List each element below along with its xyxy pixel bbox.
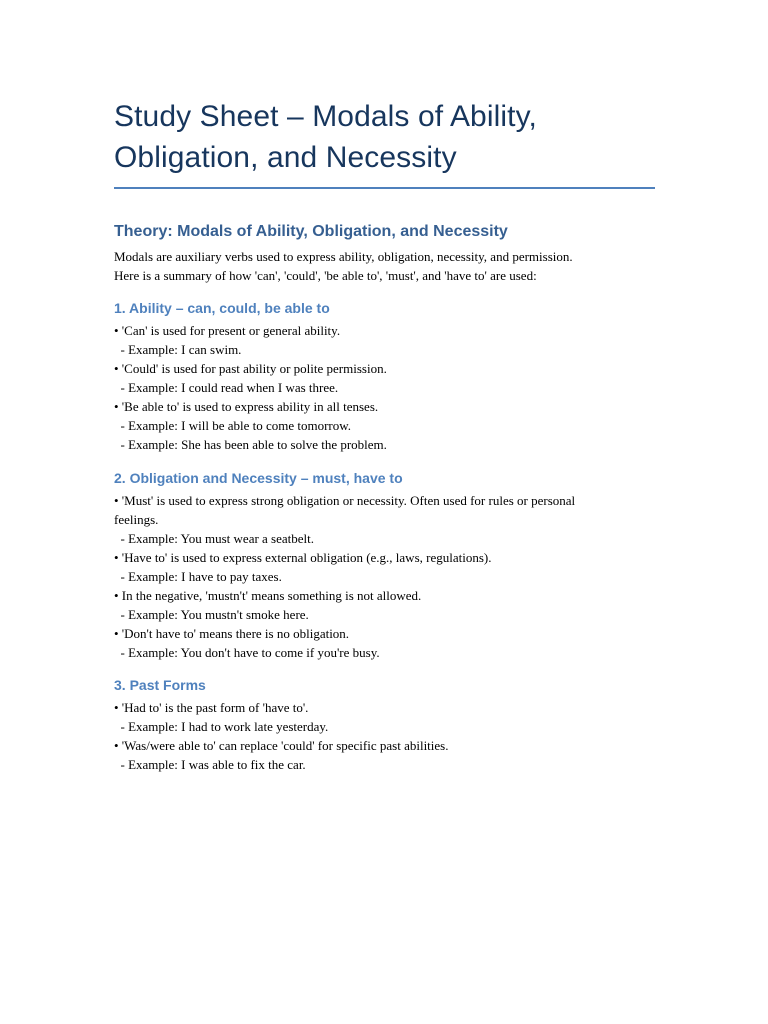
list-item: • 'Must' is used to express strong obligation or necessity. Often used for rules or personal [114, 493, 576, 508]
list-item: • In the negative, 'mustn't' means something is not allowed. [114, 588, 422, 603]
list-item: - Example: I was able to fix the car. [114, 757, 306, 772]
section-list-past-forms [114, 698, 654, 774]
list-item: - Example: I could read when I was three. [114, 380, 339, 395]
section-list-ability [114, 321, 654, 454]
intro-line: Here is a summary of how 'can', 'could', 'be able to', 'must', and 'have to' are used: [114, 268, 537, 283]
list-item: • 'Could' is used for past ability or polite permission. [114, 361, 387, 376]
section-heading-obligation: 2. Obligation and Necessity – must, have to [114, 470, 403, 486]
section-list-obligation [114, 491, 654, 662]
list-item: • 'Was/were able to' can replace 'could' for specific past abilities. [114, 738, 449, 753]
list-item: • 'Be able to' is used to express ability in all tenses. [114, 399, 379, 414]
list-item: - Example: You mustn't smoke here. [114, 607, 309, 622]
list-item: - Example: I had to work late yesterday. [114, 719, 329, 734]
list-item: - Example: I will be able to come tomorrow. [114, 418, 352, 433]
list-item: - Example: You must wear a seatbelt. [114, 531, 315, 546]
title-line: Study Sheet – Modals of Ability, [114, 100, 537, 133]
list-item: - Example: I can swim. [114, 342, 242, 357]
document-title [114, 0, 654, 178]
intro-paragraph [114, 247, 654, 285]
title-line: Obligation, and Necessity [114, 141, 457, 174]
list-item: • 'Can' is used for present or general ability. [114, 323, 341, 338]
list-item: • 'Had to' is the past form of 'have to'. [114, 700, 309, 715]
list-item: feelings. [114, 512, 159, 527]
section-heading-ability: 1. Ability – can, could, be able to [114, 300, 330, 316]
theory-heading: Theory: Modals of Ability, Obligation, and Necessity [114, 223, 508, 240]
intro-line: Modals are auxiliary verbs used to express ability, obligation, necessity, and permission. [114, 249, 573, 264]
title-divider [114, 187, 655, 189]
section-heading-past-forms: 3. Past Forms [114, 677, 206, 693]
list-item: - Example: I have to pay taxes. [114, 569, 282, 584]
list-item: • 'Don't have to' means there is no obligation. [114, 626, 350, 641]
list-item: - Example: You don't have to come if you're busy. [114, 645, 380, 660]
list-item: - Example: She has been able to solve the problem. [114, 437, 387, 452]
list-item: • 'Have to' is used to express external obligation (e.g., laws, regulations). [114, 550, 492, 565]
